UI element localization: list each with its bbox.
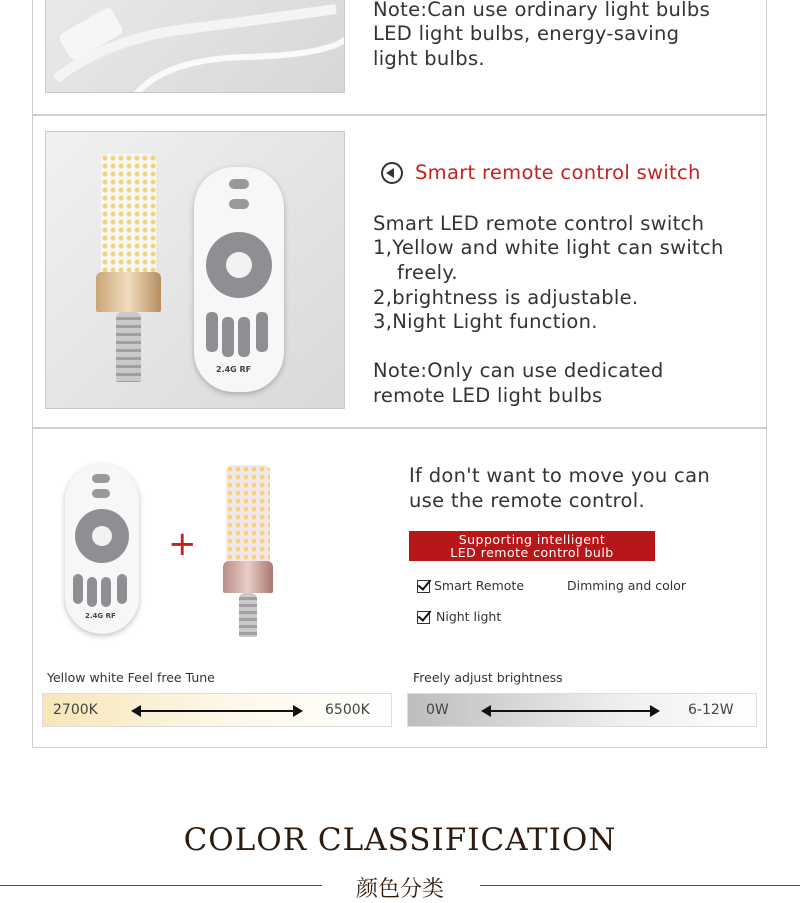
- remote-control: [65, 464, 139, 634]
- bulb-socket: [116, 312, 141, 382]
- feature-smart-remote: Smart Remote: [434, 578, 525, 593]
- product-photo-cable: [45, 0, 345, 93]
- note-line-3: light bulbs.: [373, 47, 485, 70]
- remote-rf-label: 2.4G RF: [85, 612, 116, 620]
- double-arrow-icon: [133, 710, 301, 712]
- feature-night-light: Night light: [436, 609, 502, 624]
- section-remote-usage: [32, 428, 767, 748]
- color-temperature-bar: [42, 693, 392, 727]
- cable-illustration: [46, 0, 345, 93]
- note-line-2: remote LED light bulbs: [373, 384, 603, 407]
- led-bulb: [226, 465, 270, 565]
- intro-line-1: If don't want to move you can: [409, 464, 710, 487]
- section-ordinary-bulbs: [32, 0, 767, 115]
- double-arrow-icon: [483, 710, 658, 712]
- feature-dimming: Dimming and color: [567, 578, 687, 593]
- color-classification-subheading: 颜色分类: [355, 877, 444, 902]
- note-line-1: Note:Can use ordinary light bulbs: [373, 0, 711, 21]
- brightness-min: 0W: [426, 702, 449, 718]
- product-photo-remote-bulb: [45, 131, 345, 409]
- plus-sign: +: [168, 524, 197, 564]
- intro-line-2: use the remote control.: [409, 489, 645, 512]
- bulb-base: [96, 272, 161, 312]
- brightness-max: 6-12W: [688, 702, 734, 718]
- feature-line-2: 1,Yellow and white light can switch: [373, 236, 724, 259]
- checkmark-icon: [417, 611, 430, 624]
- support-banner: [409, 531, 655, 561]
- remote-control: [194, 167, 284, 392]
- color-tune-label: Yellow white Feel free Tune: [47, 670, 215, 685]
- note-line-2: LED light bulbs, energy-saving: [373, 22, 680, 45]
- back-arrow-icon: [381, 162, 403, 184]
- brightness-label: Freely adjust brightness: [413, 670, 563, 685]
- banner-line-1: Supporting intelligent: [458, 532, 606, 547]
- feature-line-3: freely.: [397, 261, 458, 284]
- brightness-bar: [407, 693, 757, 727]
- bulb-socket: [239, 593, 257, 637]
- color-min: 2700K: [53, 702, 98, 718]
- note-line-1: Note:Only can use dedicated: [373, 359, 664, 382]
- color-classification-heading: COLOR CLASSIFICATION: [183, 822, 617, 858]
- checkmark-icon: [417, 580, 430, 593]
- feature-line-4: 2,brightness is adjustable.: [373, 286, 639, 309]
- remote-rf-label: 2.4G RF: [216, 365, 252, 374]
- led-bulb: [101, 154, 156, 274]
- section-smart-remote: [32, 115, 767, 428]
- section-title: Smart remote control switch: [415, 161, 701, 184]
- banner-line-2: LED remote control bulb: [450, 545, 614, 560]
- feature-line-5: 3,Night Light function.: [373, 310, 598, 333]
- bulb-base: [223, 561, 273, 593]
- color-max: 6500K: [325, 702, 370, 718]
- feature-line-1: Smart LED remote control switch: [373, 212, 705, 235]
